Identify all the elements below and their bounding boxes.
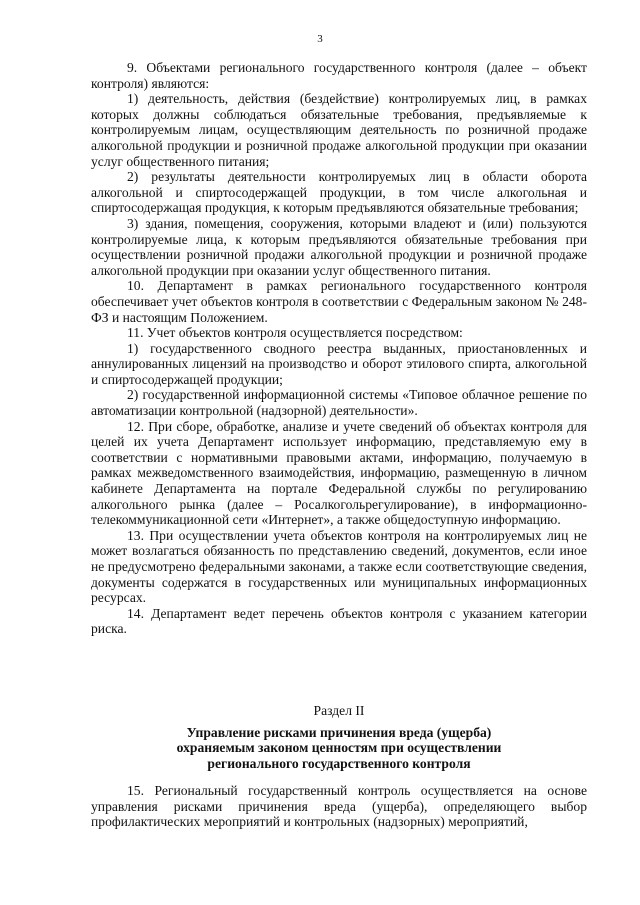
paragraph-14: 14. Департамент ведет перечень объектов контроля с указанием категории риска.: [91, 605, 587, 637]
paragraph-13: 13. При осуществлении учета объектов контроля на контролируемых лиц не может возлагаться обязанность по представлению сведений, документов, если иное не предусмотрено федеральными законами, а также если соответствующие сведения, документы содержатся в государственных или муниципальных информационных ресурсах.: [91, 527, 587, 606]
paragraph-9-item-3: 3) здания, помещения, сооружения, которыми владеют и (или) пользуются контролируемые лица, к которым предъявляются обязательные требования при осуществлении розничной продажи алкогольной продукции и розничной продаже алкогольной продукции при оказании услуг общественного питания.: [91, 215, 587, 278]
paragraph-9-item-1: 1) деятельность, действия (бездействие) контролируемых лиц, в рамках которых должны соблюдаться обязательные требования, предъявляемые к контролируемым лицам, осуществляющим деятельность по розничной продаже алкогольной продукции и розничной продаже алкогольной продукции при оказании услуг общественного питания;: [91, 91, 587, 169]
section-title-line-2: охраняемым законом ценностям при осуществлении: [176, 740, 502, 756]
paragraph-9: 9. Объектами регионального государственного контроля (далее – объект контроля) являются:: [91, 60, 587, 91]
document-body-continued: [91, 783, 587, 830]
section-heading-block: [91, 703, 587, 771]
paragraph-11-item-2: 2) государственной информационной системы «Типовое облачное решение по автоматизации контрольной (надзорной) деятельности».: [91, 387, 587, 419]
paragraph-11: 11. Учет объектов контроля осуществляется посредством:: [127, 325, 463, 341]
paragraph-11-item-1: 1) государственного сводного реестра выданных, приостановленных и аннулированных лицензий на производство и оборот этилового спирта, алкогольной и спиртосодержащей продукции;: [91, 340, 587, 387]
document-body: [91, 60, 587, 637]
paragraph-9-item-2: 2) результаты деятельности контролируемых лиц в области оборота алкогольной и спиртосодержащей продукции, в том числе алкогольная и спиртосодержащая продукция, к которым предъявляются обязательные требования;: [91, 169, 587, 216]
paragraph-10: 10. Департамент в рамках регионального государственного контроля обеспечивает учет объектов контроля в соответствии с Федеральным законом № 248-ФЗ и настоящим Положением.: [91, 278, 587, 325]
paragraph-12: 12. При сборе, обработке, анализе и учете сведений об объектах контроля для целей их учета Департамент использует информацию, представляемую ему в соответствии с нормативными правовыми актами, информацию, получаемую в рамках межведомственного взаимодействия, информацию, размещенную в личном кабинете Департамента на портале Федеральной службы по регулированию алкогольного рынка (далее – Росалкогольрегулирование), в информационно-телекоммуникационной сети «Интернет», а также общедоступную информацию.: [91, 418, 587, 528]
section-title-line-1: Управление рисками причинения вреда (ущерба): [186, 724, 492, 740]
section-label: Раздел II: [313, 703, 365, 718]
section-title-line-3: регионального государственного контроля: [207, 755, 471, 771]
page-number: 3: [317, 33, 323, 45]
paragraph-15: 15. Региональный государственный контроль осуществляется на основе управления рисками причинения вреда (ущерба), определяющего выбор профилактических мероприятий и контрольных (надзорных) мероприятий,: [91, 783, 587, 830]
